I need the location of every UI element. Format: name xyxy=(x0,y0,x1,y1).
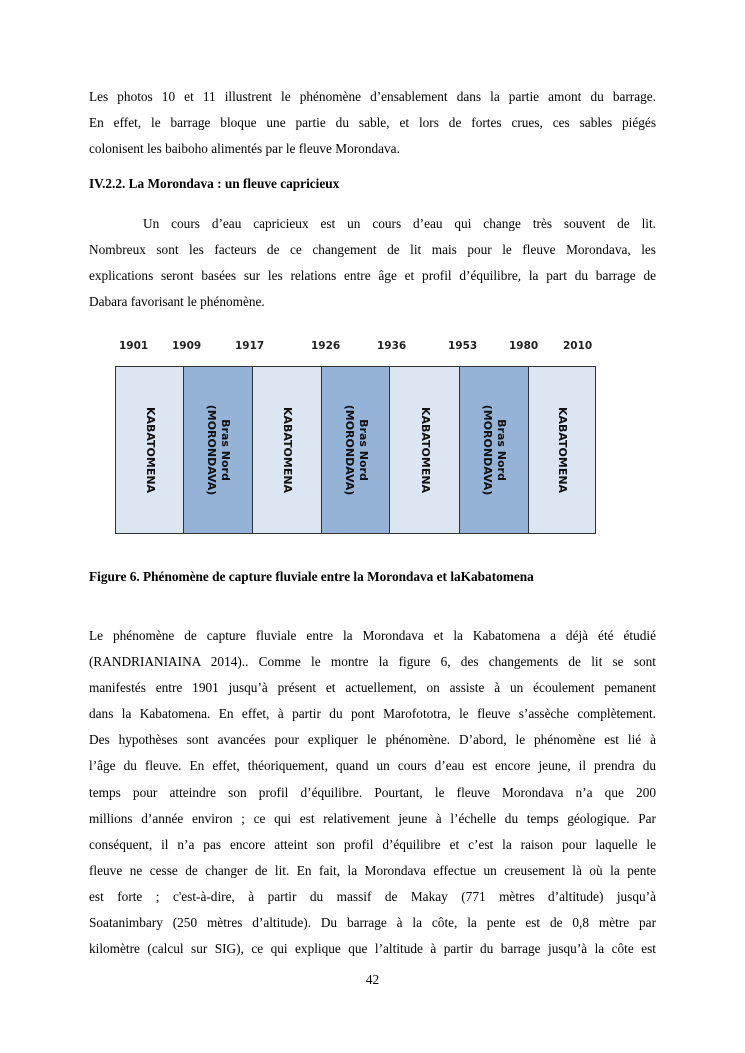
text-line: l’âge du fleuve. En effet, théoriquement, quand un cours d’eau est encore jeune, il prendra du xyxy=(89,758,656,774)
text-line: colonisent les baiboho alimentés par le fleuve Morondava. xyxy=(89,141,400,157)
period-bands xyxy=(115,366,596,534)
band-kabatomena xyxy=(253,367,322,533)
text-line: temps pour atteindre son profil d’équilibre. Pourtant, le fleuve Morondava n’a que 200 xyxy=(89,784,656,800)
text-line: est forte ; c'est-à-dire, à partir du massif de Makay (771 mètres d’altitude) jusqu’à xyxy=(89,888,656,904)
paragraph-capture-fluviale xyxy=(89,623,656,962)
band-label: Bras Nord (MORONDAVA) xyxy=(205,404,232,496)
band-label: KABATOMENA xyxy=(281,406,294,494)
year-label: 1909 xyxy=(172,340,202,352)
paragraph-capricieux xyxy=(89,211,656,315)
text-line: kilomètre (calcul sur SIG), ce qui explique que l’altitude à partir du barrage jusqu’à la côte est xyxy=(89,941,656,957)
year-label: 1936 xyxy=(377,340,407,352)
band-kabatomena xyxy=(116,367,184,533)
text-line: Nombreux sont les facteurs de ce changement de lit mais pour le fleuve Morondava, les xyxy=(89,242,656,258)
band-label: KABATOMENA xyxy=(143,406,157,494)
text-line: fleuve ne cesse de changer de lit. En fait, la Morondava effectue un creusement là où la pente xyxy=(89,862,656,878)
band-kabatomena xyxy=(529,367,595,533)
text-line: millions d’année environ ; ce qui est relativement jeune à l’échelle du temps géologique. Par xyxy=(89,810,656,826)
text-line: (RANDRIANIAINA 2014).. Comme le montre la figure 6, des changements de lit se sont xyxy=(89,654,656,670)
year-label: 1917 xyxy=(235,340,265,352)
text-line: manifestés entre 1901 jusqu’à présent et actuellement, on assiste à un écoulement pemanent xyxy=(89,680,656,696)
year-label: 1980 xyxy=(509,340,539,352)
year-label: 1901 xyxy=(119,340,149,352)
year-label: 2010 xyxy=(563,340,593,352)
band-label: Bras Nord (MORONDAVA) xyxy=(342,404,370,496)
year-label: 1953 xyxy=(448,340,478,352)
text-line: Un cours d’eau capricieux est un cours d’eau qui change très souvent de lit. xyxy=(143,216,656,231)
text-line: conséquent, il n’a pas encore atteint son profil d’équilibre et c’est la raison pour laquelle le xyxy=(89,836,656,852)
text-line: Des hypothèses sont avancées pour expliquer le phénomène. D’abord, le phénomène est lié à xyxy=(89,732,656,748)
figure-river-capture xyxy=(112,335,602,540)
band-bras-nord xyxy=(460,367,529,533)
band-label: KABATOMENA xyxy=(418,406,432,494)
year-axis xyxy=(112,335,602,355)
text-line: explications seront basées sur les relations entre âge et profil d’équilibre, la part du barrage de xyxy=(89,268,656,284)
paragraph-ensablement xyxy=(89,84,656,162)
text-line: Le phénomène de capture fluviale entre la Morondava et la Kabatomena a déjà été étudié xyxy=(89,628,656,643)
band-label: Bras Nord (MORONDAVA) xyxy=(481,404,508,496)
page-number: 42 xyxy=(365,972,380,987)
section-heading: IV.2.2. La Morondava : un fleuve capricieux xyxy=(89,176,340,191)
figure-caption: Figure 6. Phénomène de capture fluviale entre la Morondava et laKabatomena xyxy=(89,569,534,584)
year-label: 1926 xyxy=(311,340,341,352)
text-line: dans la Kabatomena. En effet, à partir du pont Marofototra, le fleuve s’assèche complètement. xyxy=(89,706,656,722)
text-line: Les photos 10 et 11 illustrent le phénomène d’ensablement dans la partie amont du barrage. xyxy=(89,89,656,104)
band-bras-nord xyxy=(322,367,390,533)
text-line: En effet, le barrage bloque une partie du sable, et lors de fortes crues, ces sables piégés xyxy=(89,115,656,131)
band-label: KABATOMENA xyxy=(556,406,569,494)
text-line: Dabara favorisant le phénomène. xyxy=(89,294,265,310)
text-line: Soatanimbary (250 mètres d’altitude). Du barrage à la côte, la pente est de 0,8 mètre par xyxy=(89,915,656,931)
band-bras-nord xyxy=(184,367,253,533)
band-kabatomena xyxy=(390,367,460,533)
